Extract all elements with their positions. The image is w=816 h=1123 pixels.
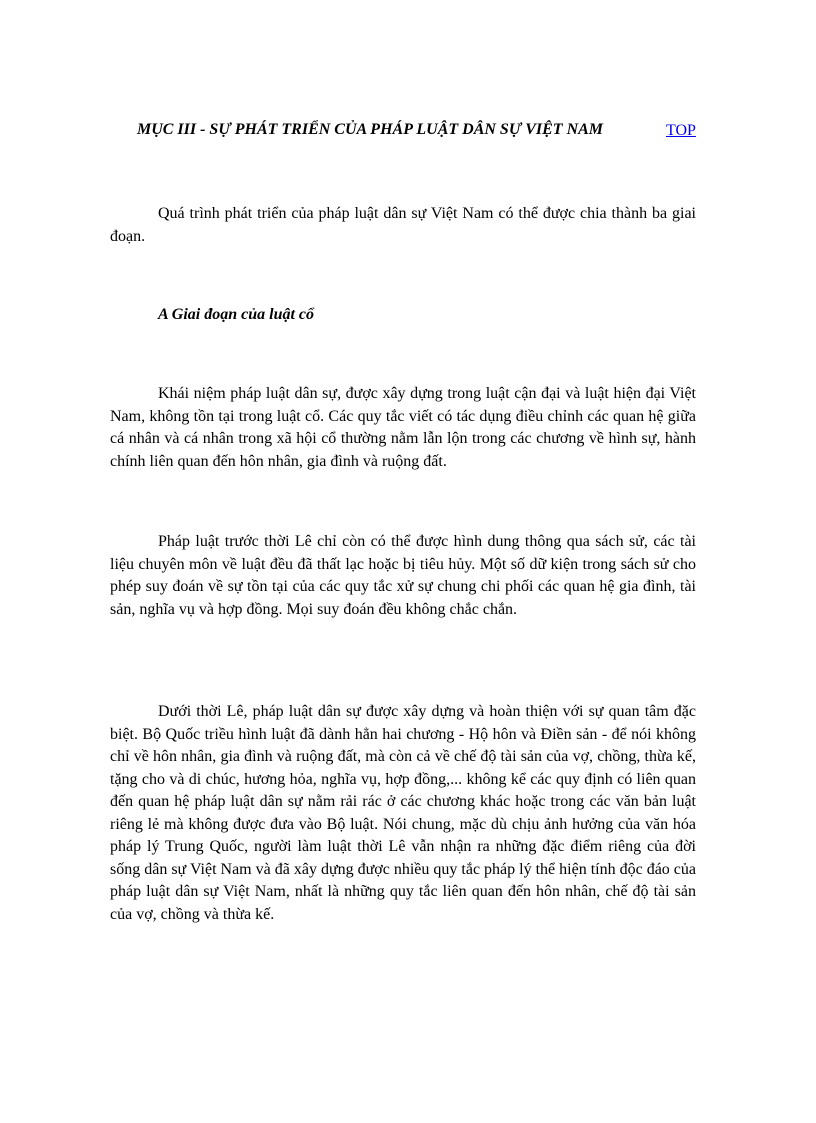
intro-paragraph: Quá trình phát triển của pháp luật dân sự Việt Nam có thể được chia thành ba giai đoạn. [110,205,696,245]
page-title: MỤC III - SỰ PHÁT TRIỂN CỦA PHÁP LUẬT DÂN SỰ VIỆT NAM [136,121,604,138]
paragraph-1: Khái niệm pháp luật dân sự, được xây dựng trong luật cận đại và luật hiện đại Việt Nam, không tồn tại trong luật cổ. Các quy tắc viết có tác dụng điều chỉnh các quan hệ giữa cá nhân và cá nhân trong xã hội cổ thường nằm lẫn lộn trong các chương về hình sự, hành chính liên quan đến hôn nhân, gia đình và ruộng đất. [110,385,696,470]
top-link[interactable]: TOP [666,122,696,139]
section-a-title: A Giai đoạn của luật cổ [158,306,315,323]
paragraph-3: Dưới thời Lê, pháp luật dân sự được xây dựng và hoàn thiện với sự quan tâm đặc biệt. Bộ Quốc triều hình luật đã dành hẳn hai chương - Hộ hôn và Điền sản - để nói không chỉ về hôn nhân, gia đình và ruộng đất, mà còn cả về chế độ tài sản của vợ, chồng, thừa kế, tặng cho và di chúc, hương hỏa, nghĩa vụ, hợp đồng,... không kể các quy định có liên quan đến quan hệ pháp luật dân sự nằm rải rác ở các chương khác hoặc trong các văn bản luật riêng lẻ mà không được đưa vào Bộ luật. Nói chung, mặc dù chịu ảnh hưởng của văn hóa pháp lý Trung Quốc, người làm luật thời Lê vẫn nhận ra những đặc điểm riêng của đời sống dân sự Việt Nam và đã xây dựng được nhiều quy tắc pháp lý thể hiện tính độc đáo của pháp luật dân sự Việt Nam, nhất là những quy tắc liên quan đến hôn nhân, chế độ tài sản của vợ, chồng và thừa kế. [110,703,696,923]
paragraph-2: Pháp luật trước thời Lê chỉ còn có thể được hình dung thông qua sách sử, các tài liệu chuyên môn về luật đều đã thất lạc hoặc bị tiêu hủy. Một số dữ kiện trong sách sử cho phép suy đoán về sự tồn tại của các quy tắc xử sự chung chi phối các quan hệ gia đình, tài sản, nghĩa vụ và hợp đồng. Mọi suy đoán đều không chắc chắn. [110,533,696,618]
